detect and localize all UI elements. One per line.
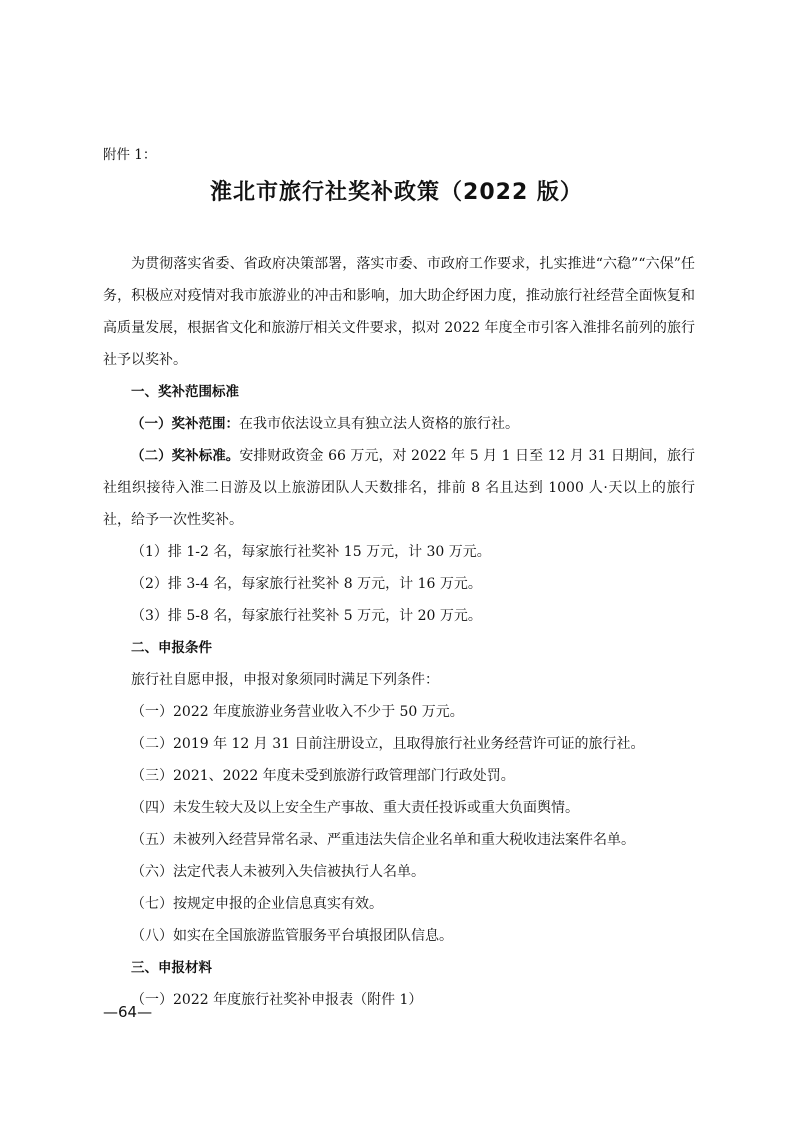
document-title: 淮北市旅行社奖补政策（2022 版）	[210, 180, 583, 205]
tier-item: （3）排 5-8 名，每家旅行社奖补 5 万元，计 20 万元。	[131, 608, 482, 624]
condition-item: （七）按规定申报的企业信息真实有效。	[131, 896, 383, 912]
material-item: （一）2022 年度旅行社奖补申报表（附件 1）	[131, 992, 423, 1008]
condition-item: （二）2019 年 12 月 31 日前注册设立，且取得旅行社业务经营许可证的旅行社。	[131, 736, 645, 752]
condition-item: （四）未发生较大及以上安全生产事故、重大责任投诉或重大负面舆情。	[131, 800, 579, 816]
condition-item: （六）法定代表人未被列入失信被执行人名单。	[131, 864, 425, 880]
condition-item: （一）2022 年度旅游业务营业收入不少于 50 万元。	[131, 704, 464, 720]
section-1-heading: 一、奖补范围标准	[131, 384, 239, 400]
tier-item: （2）排 3-4 名，每家旅行社奖补 8 万元，计 16 万元。	[131, 576, 482, 592]
standard-paragraph	[103, 440, 695, 536]
attachment-label: 附件 1：	[103, 147, 157, 163]
tier-item: （1）排 1-2 名，每家旅行社奖补 15 万元，计 30 万元。	[131, 544, 491, 560]
section-2-heading: 二、申报条件	[131, 640, 212, 656]
condition-item: （五）未被列入经营异常名录、严重违法失信企业名单和重大税收违法案件名单。	[131, 832, 635, 848]
intro-paragraph: 为贯彻落实省委、省政府决策部署，落实市委、市政府工作要求，扎实推进“六稳”“六保”任务，积极应对疫情对我市旅游业的冲击和影响，加大助企纾困力度，推动旅行社经营全面恢复和高质量发展，根据省文化和旅游厅相关文件要求，拟对 2022 年度全市引客入淮排名前列的旅行社予以奖补。	[103, 256, 695, 368]
scope-label: （一）奖补范围：	[131, 416, 239, 432]
condition-item: （八）如实在全国旅游监管服务平台填报团队信息。	[131, 928, 453, 944]
scope-paragraph	[103, 408, 695, 440]
page-number: —64—	[103, 1003, 153, 1021]
standard-text: 安排财政资金 66 万元，对 2022 年 5 月 1 日至 12 月 31 日期间，旅行社组织接待入淮二日游及以上旅游团队人天数排名，排前 8 名且达到 1000 人·天以上的旅行社，给予一次性奖补。	[103, 448, 695, 528]
standard-label: （二）奖补标准。	[131, 448, 240, 464]
conditions-lead: 旅行社自愿申报，申报对象须同时满足下列条件：	[131, 672, 439, 688]
document-body	[103, 248, 695, 1016]
section-3-heading: 三、申报材料	[131, 960, 212, 976]
condition-item: （三）2021、2022 年度未受到旅游行政管理部门行政处罚。	[131, 768, 515, 784]
scope-text: 在我市依法设立具有独立法人资格的旅行社。	[239, 416, 519, 432]
